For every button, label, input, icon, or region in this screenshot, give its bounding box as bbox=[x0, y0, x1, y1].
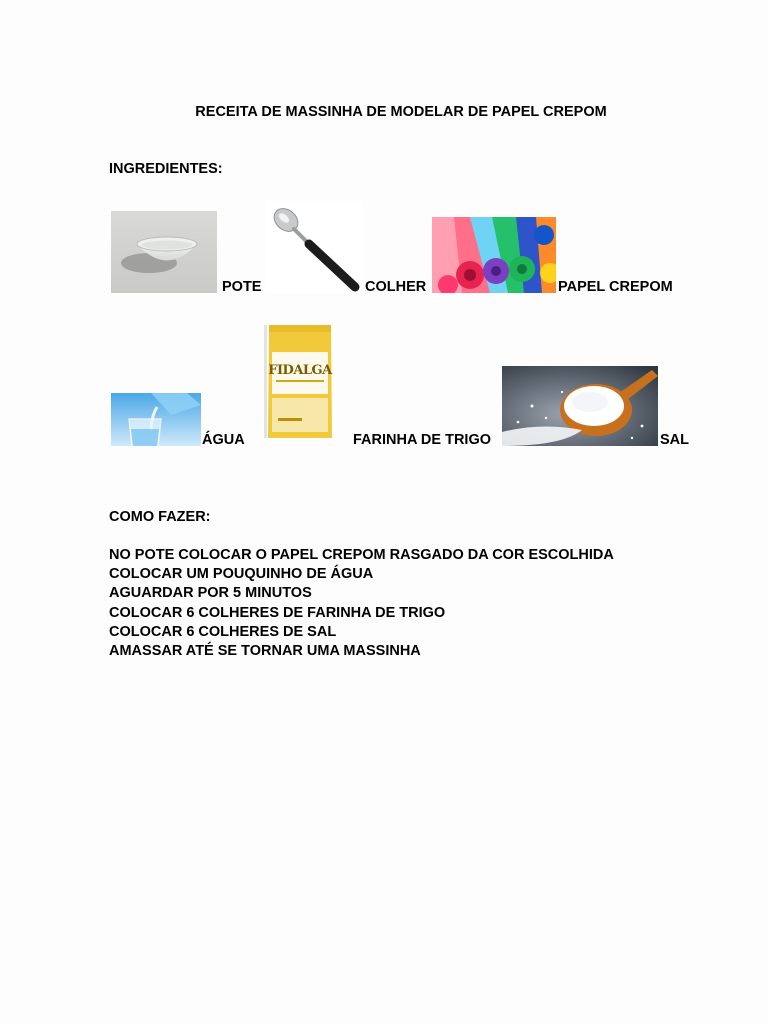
ingredient-label-agua: ÁGUA bbox=[202, 432, 245, 448]
flour-bag-image bbox=[264, 322, 336, 440]
ingredient-label-farinha: FARINHA DE TRIGO bbox=[353, 432, 492, 448]
ingredient-label-papel-crepom: PAPEL CREPOM bbox=[558, 279, 673, 295]
step-item: NO POTE COLOCAR O PAPEL CREPOM RASGADO DA COR ESCOLHIDA bbox=[109, 547, 614, 563]
water-glass-image bbox=[111, 393, 201, 446]
step-item: COLOCAR UM POUQUINHO DE ÁGUA bbox=[109, 566, 374, 583]
ingredients-heading: INGREDIENTES: bbox=[109, 161, 223, 177]
step-item: COLOCAR 6 COLHERES DE SAL bbox=[109, 623, 337, 640]
spoon-image bbox=[265, 201, 363, 293]
step-item: COLOCAR 6 COLHERES DE FARINHA DE TRIGO bbox=[109, 604, 446, 621]
steps-list bbox=[109, 546, 614, 661]
howto-heading: COMO FAZER: bbox=[109, 509, 211, 525]
flour-brand-label: FIDALGA bbox=[268, 363, 332, 378]
step-item: AMASSAR ATÉ SE TORNAR UMA MASSINHA bbox=[109, 643, 421, 660]
ingredient-label-colher: COLHER bbox=[365, 279, 427, 295]
salt-spoon-image bbox=[502, 366, 658, 446]
document-title: RECEITA DE MASSINHA DE MODELAR DE PAPEL CREPOM bbox=[195, 104, 607, 120]
crepe-paper-image bbox=[432, 217, 556, 293]
step-item: AGUARDAR POR 5 MINUTOS bbox=[109, 585, 312, 602]
ingredient-label-pote: POTE bbox=[222, 279, 262, 295]
ingredient-label-sal: SAL bbox=[660, 432, 689, 448]
bowl-image bbox=[111, 211, 217, 293]
